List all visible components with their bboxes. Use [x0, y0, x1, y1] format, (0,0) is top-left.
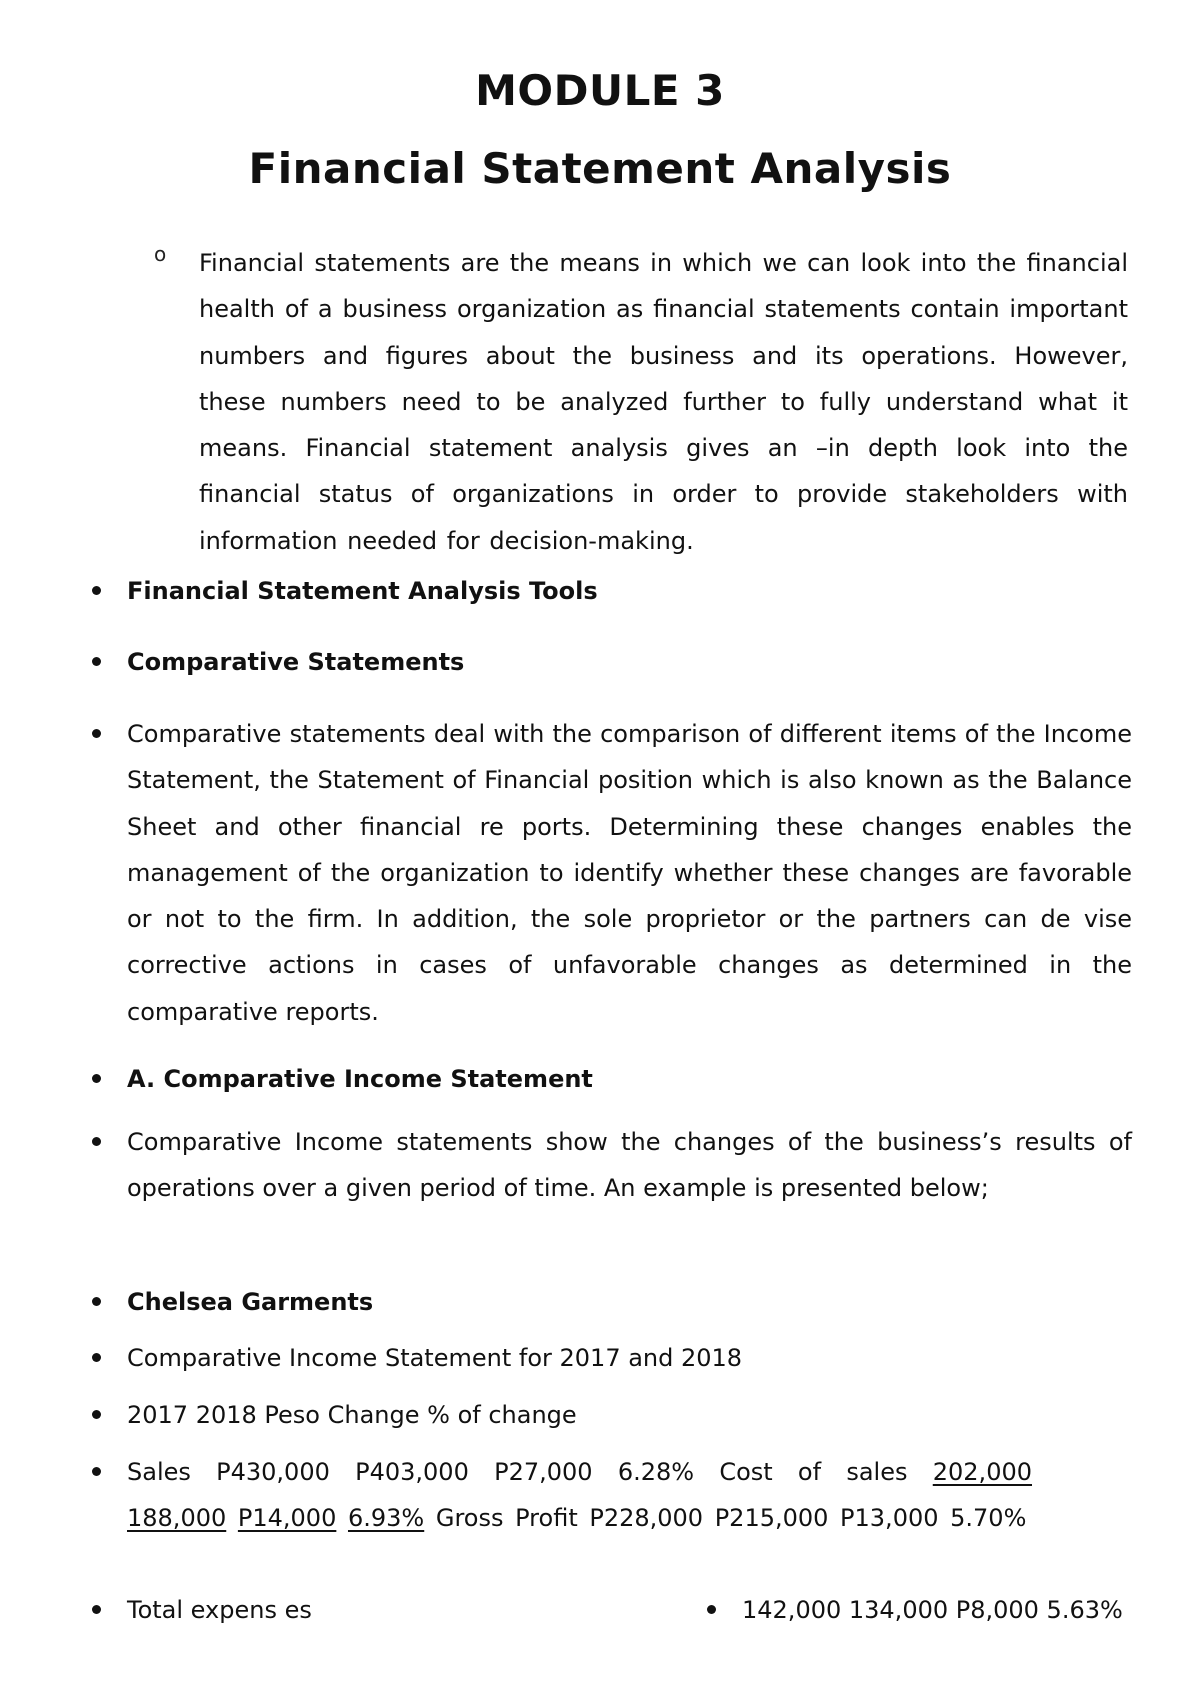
sales-line — [127, 1449, 1032, 1542]
list-item — [92, 711, 1132, 1035]
bullet-icon — [92, 1353, 101, 1362]
bullet-icon — [92, 1297, 101, 1306]
list-item — [92, 1587, 1132, 1633]
hollow-bullet-icon: o — [154, 242, 167, 266]
cos-change: P14,000 — [237, 1504, 337, 1533]
expenses-values-item — [742, 1587, 1123, 1633]
bullet-icon — [92, 1410, 101, 1419]
tools-heading: Financial Statement Analysis Tools — [127, 577, 598, 605]
list-item — [92, 639, 1132, 685]
page-subtitle: Financial Statement Analysis — [248, 144, 952, 193]
intro-text: Financial statements are the means in which we can look into the financial health of a business organization as financial statements contain important numbers and figures about the business and its operations. However, these numbers need to be analyzed further to fully understand what it means. Financial statement analysis gives an –in depth look into the financial status of organizations in order to provide stakeholders with information needed for decision-making. — [199, 249, 1128, 555]
list-item — [92, 1119, 1132, 1212]
list-item — [92, 1056, 1132, 1102]
module-title: MODULE 3 — [475, 66, 725, 115]
sales-line-tail: Gross Profit P228,000 P215,000 P13,000 5.70% — [424, 1504, 1027, 1533]
bullet-icon — [92, 729, 101, 738]
bullet-icon — [92, 1137, 101, 1146]
statement-title: Comparative Income Statement for 2017 and 2018 — [127, 1344, 743, 1372]
comparative-heading: Comparative Statements — [127, 648, 465, 676]
list-item — [92, 1392, 1132, 1438]
intro-paragraph — [154, 240, 1128, 564]
bullet-icon — [707, 1605, 716, 1614]
expenses-values: 142,000 134,000 P8,000 5.63% — [742, 1596, 1123, 1624]
expenses-label: Total expens es — [127, 1596, 312, 1624]
list-item — [92, 568, 1132, 614]
column-headers: 2017 2018 Peso Change % of change — [127, 1401, 577, 1429]
cos-2017: 202,000 — [932, 1458, 1032, 1486]
company-name: Chelsea Garments — [127, 1288, 374, 1316]
cos-2018: 188,000 — [127, 1504, 227, 1533]
cos-percent: 6.93% — [347, 1504, 425, 1533]
sales-line-lead: Sales P430,000 P403,000 P27,000 6.28% Cost of sales — [127, 1458, 933, 1486]
bullet-icon — [92, 657, 101, 666]
list-item — [92, 1335, 1132, 1381]
bullet-icon — [92, 1467, 101, 1476]
list-item — [92, 1449, 1032, 1542]
comparative-description: Comparative statements deal with the comparison of different items of the Income Statement, the Statement of Financial position which is also known as the Balance Sheet and other financial re ports. Determining these changes enables the management of the organization to identify whether these changes are favorable or not to the firm. In addition, the sole proprietor or the partners can de vise corrective actions in cases of unfavorable changes as determined in the comparative reports. — [127, 720, 1132, 1026]
section-a-heading: A. Comparative Income Statement — [127, 1065, 593, 1093]
section-a-description: Comparative Income statements show the changes of the business’s results of operations over a given period of time. An example is presented below; — [127, 1128, 1132, 1203]
list-item — [92, 1279, 1132, 1325]
bullet-icon — [92, 1074, 101, 1083]
bullet-icon — [92, 586, 101, 595]
bullet-icon — [92, 1605, 101, 1614]
